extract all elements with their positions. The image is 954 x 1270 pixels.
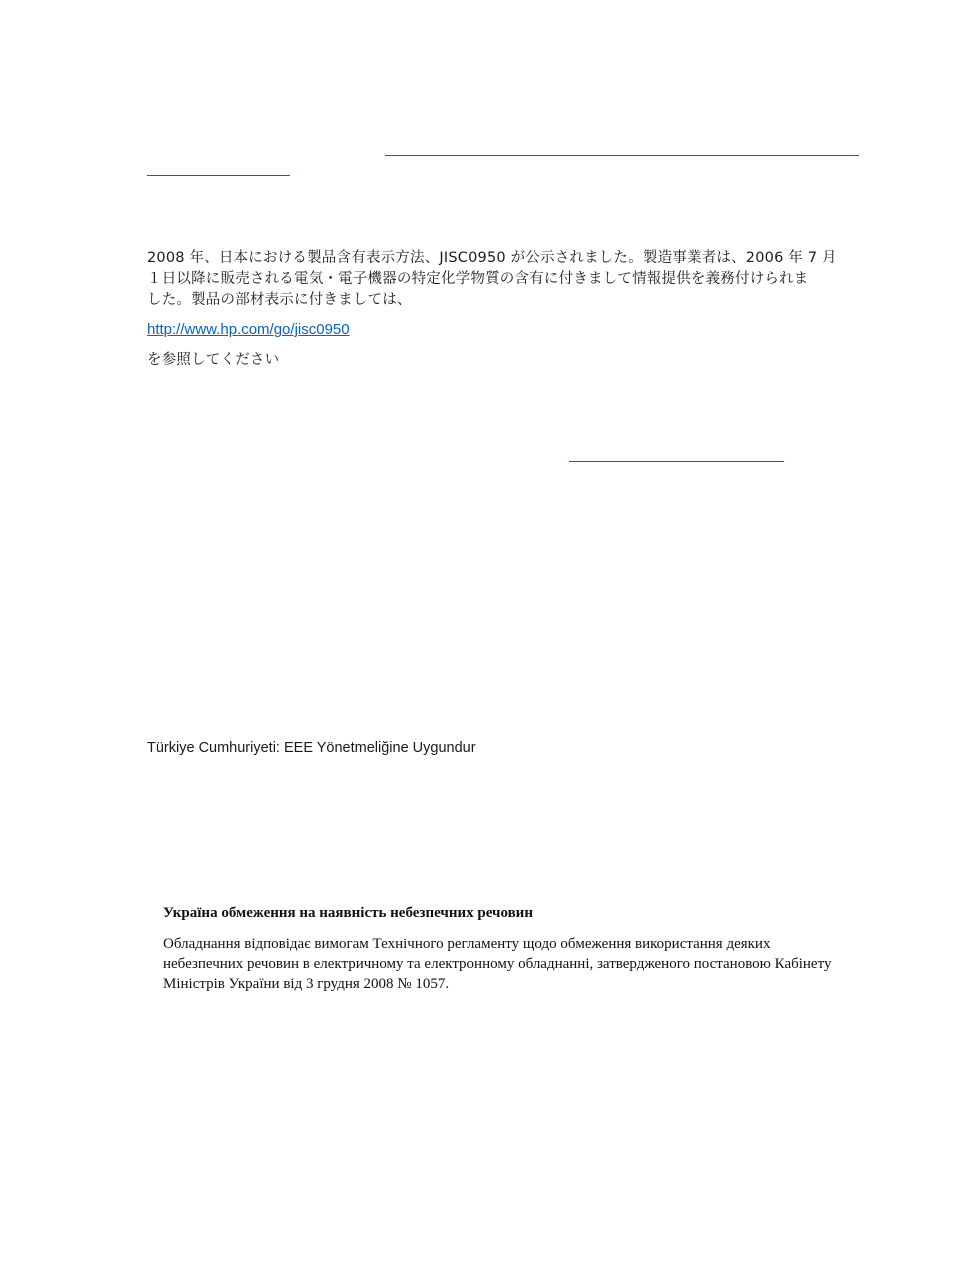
turkey-compliance-statement: Türkiye Cumhuriyeti: EEE Yönetmeliğine Uygundur — [147, 740, 476, 756]
ukraine-body-line-3: Міністрів України від 3 грудня 2008 № 1057. — [163, 976, 450, 992]
japan-paragraph-line-1: 2008 年、日本における製品含有表示方法、JISC0950 が公示されました。製造事業者は、2006 年 7 月 — [147, 250, 837, 266]
japan-paragraph-line-3: した。製品の部材表示に付きましては、 — [147, 292, 412, 308]
link-underline-top-1[interactable] — [385, 155, 859, 156]
japan-paragraph — [147, 248, 871, 311]
ukraine-body-line-2: небезпечних речовин в електричному та електронному обладнанні, затвердженого постановою Кабінету — [163, 956, 832, 972]
ukraine-section-body — [163, 934, 873, 994]
japan-see-reference: を参照してください — [147, 352, 280, 368]
jisc0950-link[interactable]: http://www.hp.com/go/jisc0950 — [147, 321, 350, 338]
ukraine-section-title: Україна обмеження на наявність небезпечних речовин — [163, 905, 533, 921]
japan-paragraph-line-2: １日以降に販売される電気・電子機器の特定化学物質の含有に付きまして情報提供を義務付けられま — [147, 271, 809, 287]
link-underline-middle[interactable] — [569, 461, 784, 462]
link-underline-top-2[interactable] — [147, 175, 290, 176]
ukraine-body-line-1: Обладнання відповідає вимогам Технічного регламенту щодо обмеження використання деяких — [163, 936, 771, 952]
